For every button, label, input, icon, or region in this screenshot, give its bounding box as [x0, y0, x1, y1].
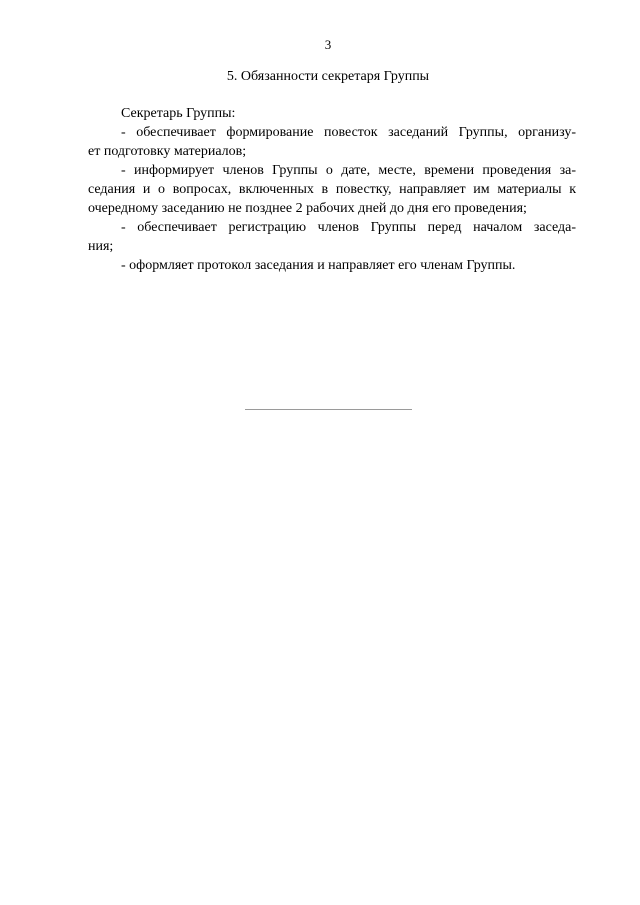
duty-3-line-2: ния;	[88, 239, 114, 254]
duty-3-line-1: - обеспечивает регистрацию членов Группы перед началом заседа-	[121, 220, 576, 235]
duty-2-line-2: седания и о вопросах, включенных в повестку, направляет им материалы к	[88, 182, 576, 197]
duty-2-line-3: очередному заседанию не позднее 2 рабочих дней до дня его проведения;	[88, 201, 527, 216]
document-body	[88, 104, 576, 275]
duty-2-line-1: - информирует членов Группы о дате, месте, времени проведения за-	[121, 163, 576, 178]
duty-1-line-1: - обеспечивает формирование повесток заседаний Группы, организу-	[121, 125, 576, 140]
intro-line: Секретарь Группы:	[121, 106, 236, 121]
duty-4-line-1: - оформляет протокол заседания и направляет его членам Группы.	[121, 258, 516, 273]
duty-1-line-2: ет подготовку материалов;	[88, 144, 247, 159]
section-heading: 5. Обязанности секретаря Группы	[226, 69, 430, 84]
end-divider	[245, 409, 412, 410]
page-number: 3	[324, 37, 332, 52]
